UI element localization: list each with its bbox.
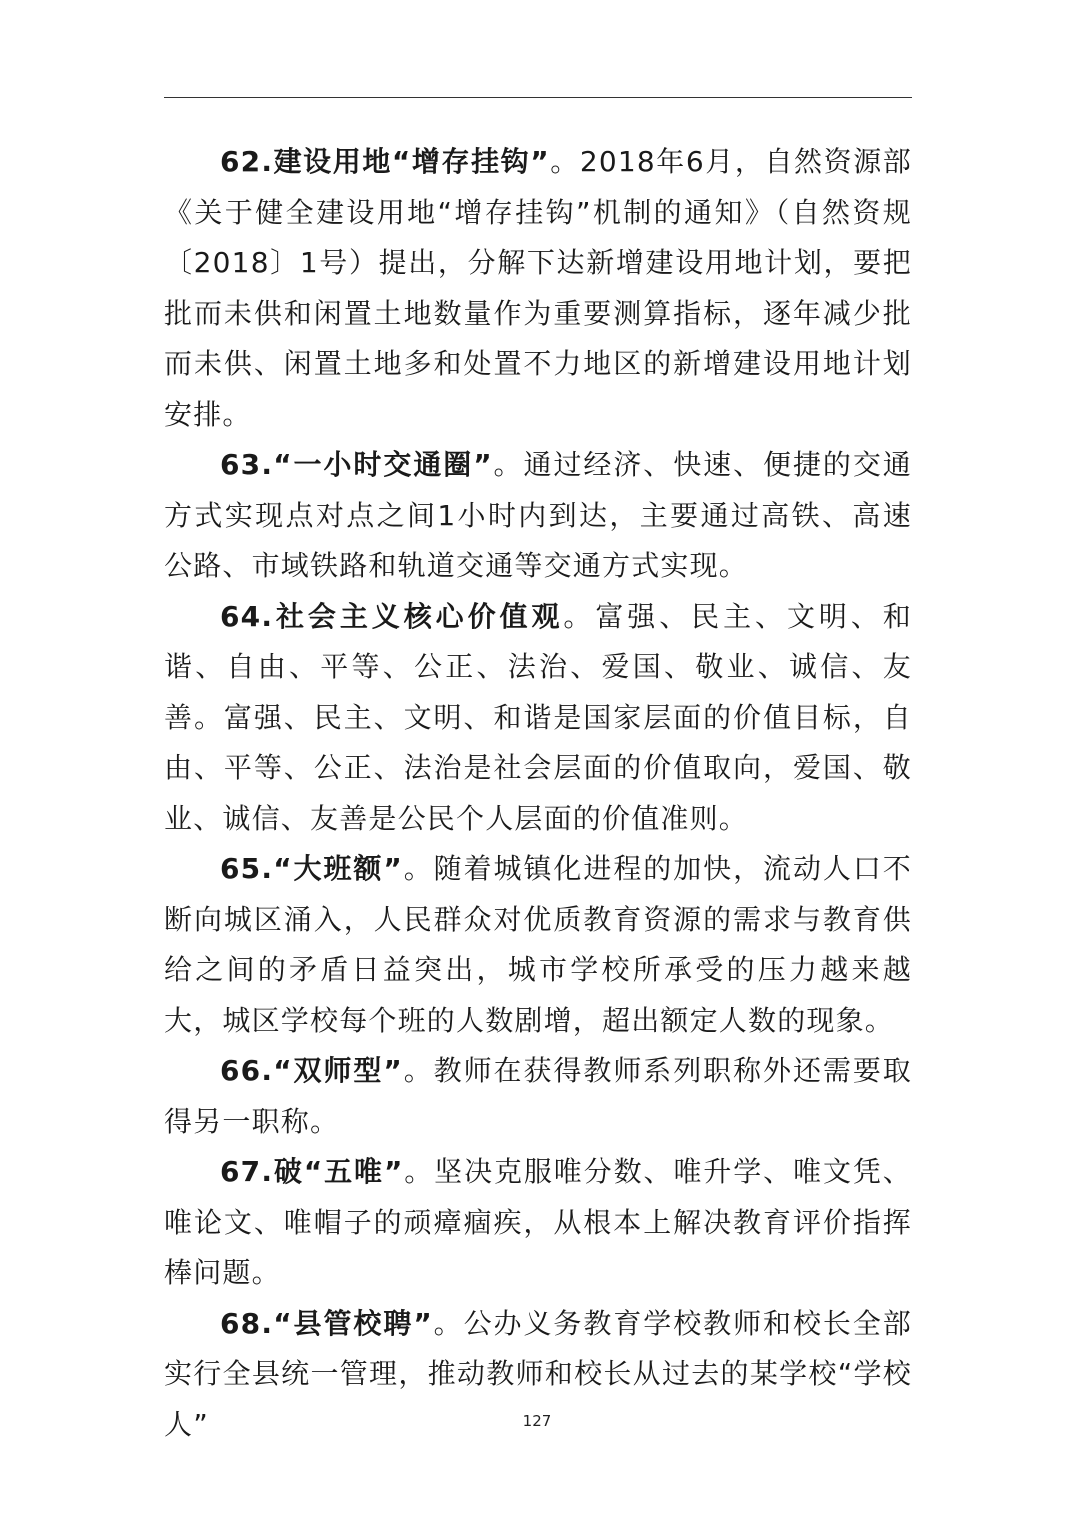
entry-definition: 。随着城镇化进程的加快，流动人口不断向城区涌入，人民群众对优质教育资源的需求与教育供给之间的矛盾日益突出，城市学校所承受的压力越来越大，城区学校每个班的人数剧增，超出额定人数的现象。 xyxy=(164,852,912,1037)
document-body xyxy=(164,137,912,1450)
glossary-entry-65 xyxy=(164,844,912,1046)
page-number: 127 xyxy=(522,1412,552,1430)
glossary-entry-63 xyxy=(164,440,912,592)
glossary-entry-66 xyxy=(164,1046,912,1147)
glossary-entry-62 xyxy=(164,137,912,440)
entry-term: 65.“大班额” xyxy=(220,852,403,885)
header-rule xyxy=(164,97,912,98)
glossary-entry-64 xyxy=(164,592,912,845)
entry-term: 68.“县管校聘” xyxy=(220,1306,433,1340)
entry-definition: 。坚决克服唯分数、唯升学、唯文凭、唯论文、唯帽子的顽瘴痼疾，从根本上解决教育评价指挥棒问题。 xyxy=(164,1155,913,1289)
entry-definition: 。通过经济、快速、便捷的交通方式实现点对点之间1小时内到达，主要通过高铁、高速公路、市域铁路和轨道交通等交通方式实现。 xyxy=(164,448,912,582)
entry-term: 63.“一小时交通圈” xyxy=(220,448,493,481)
entry-term: 62.建设用地“增存挂钩” xyxy=(220,145,550,178)
entry-definition: 。2018年6月，自然资源部《关于健全建设用地“增存挂钩”机制的通知》（自然资规〔2018〕1号）提出，分解下达新增建设用地计划，要把批而未供和闲置土地数量作为重要测算指标，逐年减少批而未供、闲置土地多和处置不力地区的新增建设用地计划安排。 xyxy=(164,145,912,431)
entry-term: 67.破“五唯” xyxy=(220,1155,404,1188)
entry-definition: 。公办义务教育学校教师和校长全部实行全县统一管理，推动教师和校长从过去的某学校“学校人” xyxy=(164,1306,912,1441)
entry-term: 66.“双师型” xyxy=(220,1054,403,1087)
glossary-entry-67 xyxy=(164,1147,912,1299)
entry-definition: 。富强、民主、文明、和谐、自由、平等、公正、法治、爱国、敬业、诚信、友善。富强、民主、文明、和谐是国家层面的价值目标，自由、平等、公正、法治是社会层面的价值取向，爱国、敬业、诚信、友善是公民个人层面的价值准则。 xyxy=(164,599,912,835)
entry-term: 64.社会主义核心价值观 xyxy=(220,599,564,633)
entry-definition: 。教师在获得教师系列职称外还需要取得另一职称。 xyxy=(164,1054,912,1138)
